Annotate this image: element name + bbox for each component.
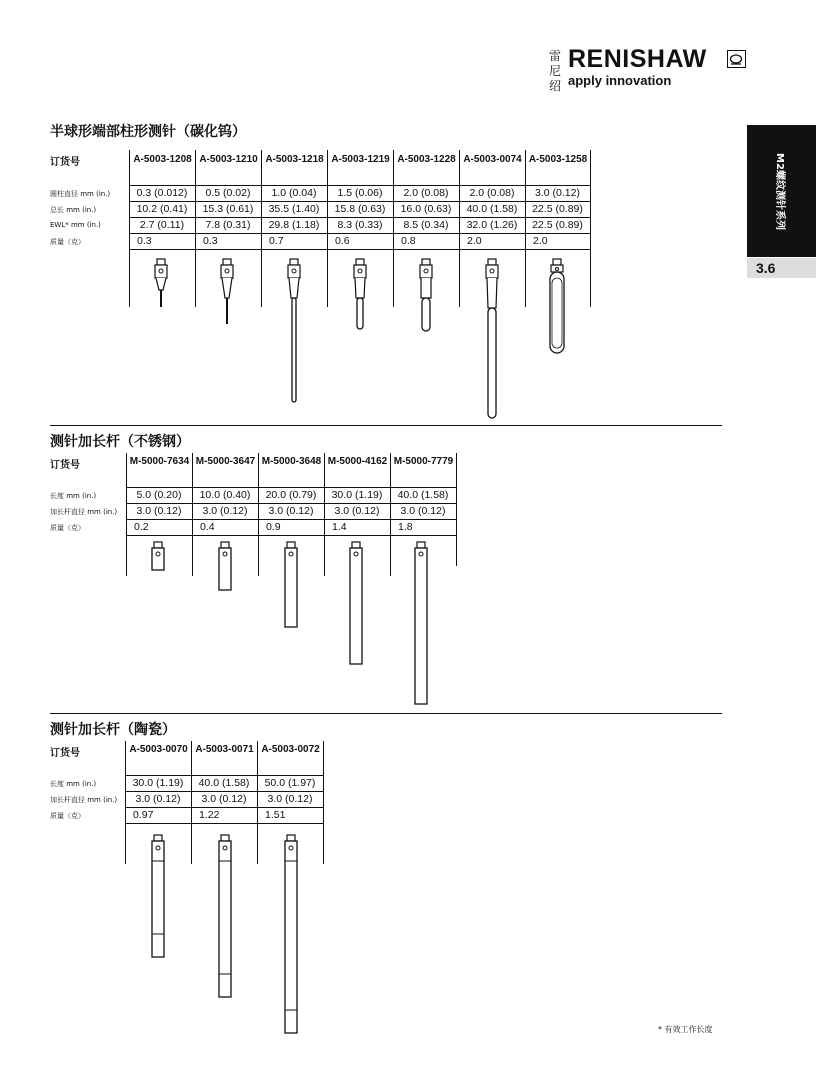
table-cell: 0.2 <box>134 521 149 533</box>
table-cell: 35.5 (1.40) <box>268 203 320 215</box>
stylus-drawing <box>283 258 305 406</box>
table-cell: 3.0 (0.12) <box>334 505 380 517</box>
table-cell: 1.4 <box>332 521 347 533</box>
table-cell: 2.7 (0.11) <box>139 219 185 231</box>
table-cell: 2.0 (0.08) <box>469 187 515 199</box>
order-code: M-5000-4162 <box>327 456 388 467</box>
table-cell: 32.0 (1.26) <box>466 219 518 231</box>
table-cell: 3.0 (0.12) <box>400 505 446 517</box>
section-number: 3.6 <box>747 258 816 278</box>
table-cell: 1.0 (0.04) <box>271 187 317 199</box>
stylus-drawing <box>150 258 172 310</box>
row-label: 加长杆直径 mm (in.) <box>50 796 118 804</box>
table-cell: 10.2 (0.41) <box>136 203 188 215</box>
order-code: A-5003-0070 <box>129 744 188 755</box>
table-cell: 1.5 (0.06) <box>337 187 383 199</box>
table-cell: 8.5 (0.34) <box>403 219 449 231</box>
table-cell: 16.0 (0.63) <box>400 203 452 215</box>
table-cell: 0.6 <box>335 235 350 247</box>
table-cell: 7.8 (0.31) <box>205 219 251 231</box>
table-cell: 5.0 (0.20) <box>136 489 182 501</box>
stylus-drawing <box>216 258 238 326</box>
row-label: 质量（克） <box>50 812 85 820</box>
table-cell: 0.8 <box>401 235 416 247</box>
table-cell: 30.0 (1.19) <box>331 489 383 501</box>
brand-cn-char: 雷 <box>549 49 562 63</box>
table-cell: 2.0 <box>467 235 482 247</box>
order-number-label: 订货号 <box>50 157 80 168</box>
order-code: A-5003-1218 <box>265 154 324 165</box>
table-cell: 3.0 (0.12) <box>201 793 247 805</box>
table-cell: 1.8 <box>398 521 413 533</box>
extension-drawing <box>346 541 366 667</box>
brand-cn-char: 尼 <box>549 64 562 78</box>
row-label: EWL* mm (in.) <box>50 221 101 229</box>
stylus-drawing <box>481 258 503 422</box>
table-cell: 30.0 (1.19) <box>132 777 184 789</box>
table-cell: 40.0 (1.58) <box>466 203 518 215</box>
brand-cn <box>549 49 563 94</box>
brand-logo: RENISHAW <box>568 45 707 73</box>
footnote: * 有效工作长度 <box>658 1025 713 1034</box>
table-cell: 3.0 (0.12) <box>267 793 313 805</box>
order-number-label: 订货号 <box>50 460 80 471</box>
extension-drawing <box>215 541 235 593</box>
row-label: 加长杆直径 mm (in.) <box>50 508 118 516</box>
order-code: A-5003-1228 <box>397 154 456 165</box>
table-cell: 15.8 (0.63) <box>334 203 386 215</box>
ceramic-extension-drawing <box>148 834 168 960</box>
table-cell: 2.0 (0.08) <box>403 187 449 199</box>
table-cell: 0.3 (0.012) <box>136 187 188 199</box>
row-label: 长度 mm (in.) <box>50 492 97 500</box>
table-cell: 20.0 (0.79) <box>265 489 317 501</box>
table-cell: 2.0 <box>533 235 548 247</box>
order-code: M-5000-7779 <box>393 456 454 467</box>
stylus-drawing <box>415 258 437 334</box>
order-code: M-5000-3647 <box>195 456 256 467</box>
table-cell: 3.0 (0.12) <box>535 187 580 199</box>
table-cell: 0.5 (0.02) <box>205 187 251 199</box>
table-cell: 3.0 (0.12) <box>136 505 182 517</box>
extension-drawing <box>411 541 431 707</box>
order-code: A-5003-0071 <box>195 744 254 755</box>
table-cell: 1.22 <box>199 809 220 821</box>
brand-tagline: apply innovation <box>568 73 672 88</box>
table-cell: 40.0 (1.58) <box>397 489 449 501</box>
table-cell: 40.0 (1.58) <box>198 777 250 789</box>
table-cell: 0.7 <box>269 235 284 247</box>
order-code: A-5003-1258 <box>528 154 588 165</box>
section-title: 测针加长杆（不锈钢） <box>50 434 190 450</box>
extension-drawing <box>148 541 168 573</box>
table-cell: 50.0 (1.97) <box>264 777 316 789</box>
table-cell: 3.0 (0.12) <box>135 793 181 805</box>
row-label: 圆柱直径 mm (in.) <box>50 190 111 198</box>
extension-drawing <box>281 541 301 630</box>
side-tab-title: M2螺纹测针系列 <box>774 152 786 230</box>
table-cell: 0.3 <box>203 235 218 247</box>
table-cell: 0.3 <box>137 235 152 247</box>
row-label: 质量（克） <box>50 524 85 532</box>
ceramic-extension-drawing <box>215 834 235 1000</box>
order-code: A-5003-0072 <box>261 744 320 755</box>
table-cell: 3.0 (0.12) <box>268 505 314 517</box>
order-code: A-5003-1219 <box>331 154 390 165</box>
row-label: 总长 mm (in.) <box>50 206 97 214</box>
table-cell: 3.0 (0.12) <box>202 505 248 517</box>
ceramic-extension-drawing <box>281 834 301 1036</box>
row-label: 质量（克） <box>50 238 85 246</box>
table-cell: 15.3 (0.61) <box>202 203 254 215</box>
table-cell: 1.51 <box>265 809 286 821</box>
order-code: A-5003-1210 <box>199 154 258 165</box>
order-code: M-5000-7634 <box>129 456 190 467</box>
table-cell: 22.5 (0.89) <box>532 203 583 215</box>
table-cell: 0.97 <box>133 809 154 821</box>
order-number-label: 订货号 <box>50 748 80 759</box>
order-code: M-5000-3648 <box>261 456 322 467</box>
order-code: A-5003-1208 <box>133 154 192 165</box>
stylus-drawing <box>349 258 371 332</box>
table-cell: 0.9 <box>266 521 281 533</box>
brand-mark-icon <box>727 50 746 68</box>
table-cell: 10.0 (0.40) <box>199 489 251 501</box>
stylus-drawing <box>545 258 569 356</box>
side-tab <box>747 125 816 257</box>
brand-cn-char: 绍 <box>549 79 562 93</box>
section-title: 测针加长杆（陶瓷） <box>50 722 176 738</box>
row-label: 长度 mm (in.) <box>50 780 97 788</box>
table-cell: 22.5 (0.89) <box>532 219 583 231</box>
table-cell: 0.4 <box>200 521 215 533</box>
table-cell: 8.3 (0.33) <box>337 219 383 231</box>
table-cell: 29.8 (1.18) <box>268 219 320 231</box>
order-code: A-5003-0074 <box>463 154 522 165</box>
section-title: 半球形端部柱形测针（碳化钨） <box>50 124 246 140</box>
